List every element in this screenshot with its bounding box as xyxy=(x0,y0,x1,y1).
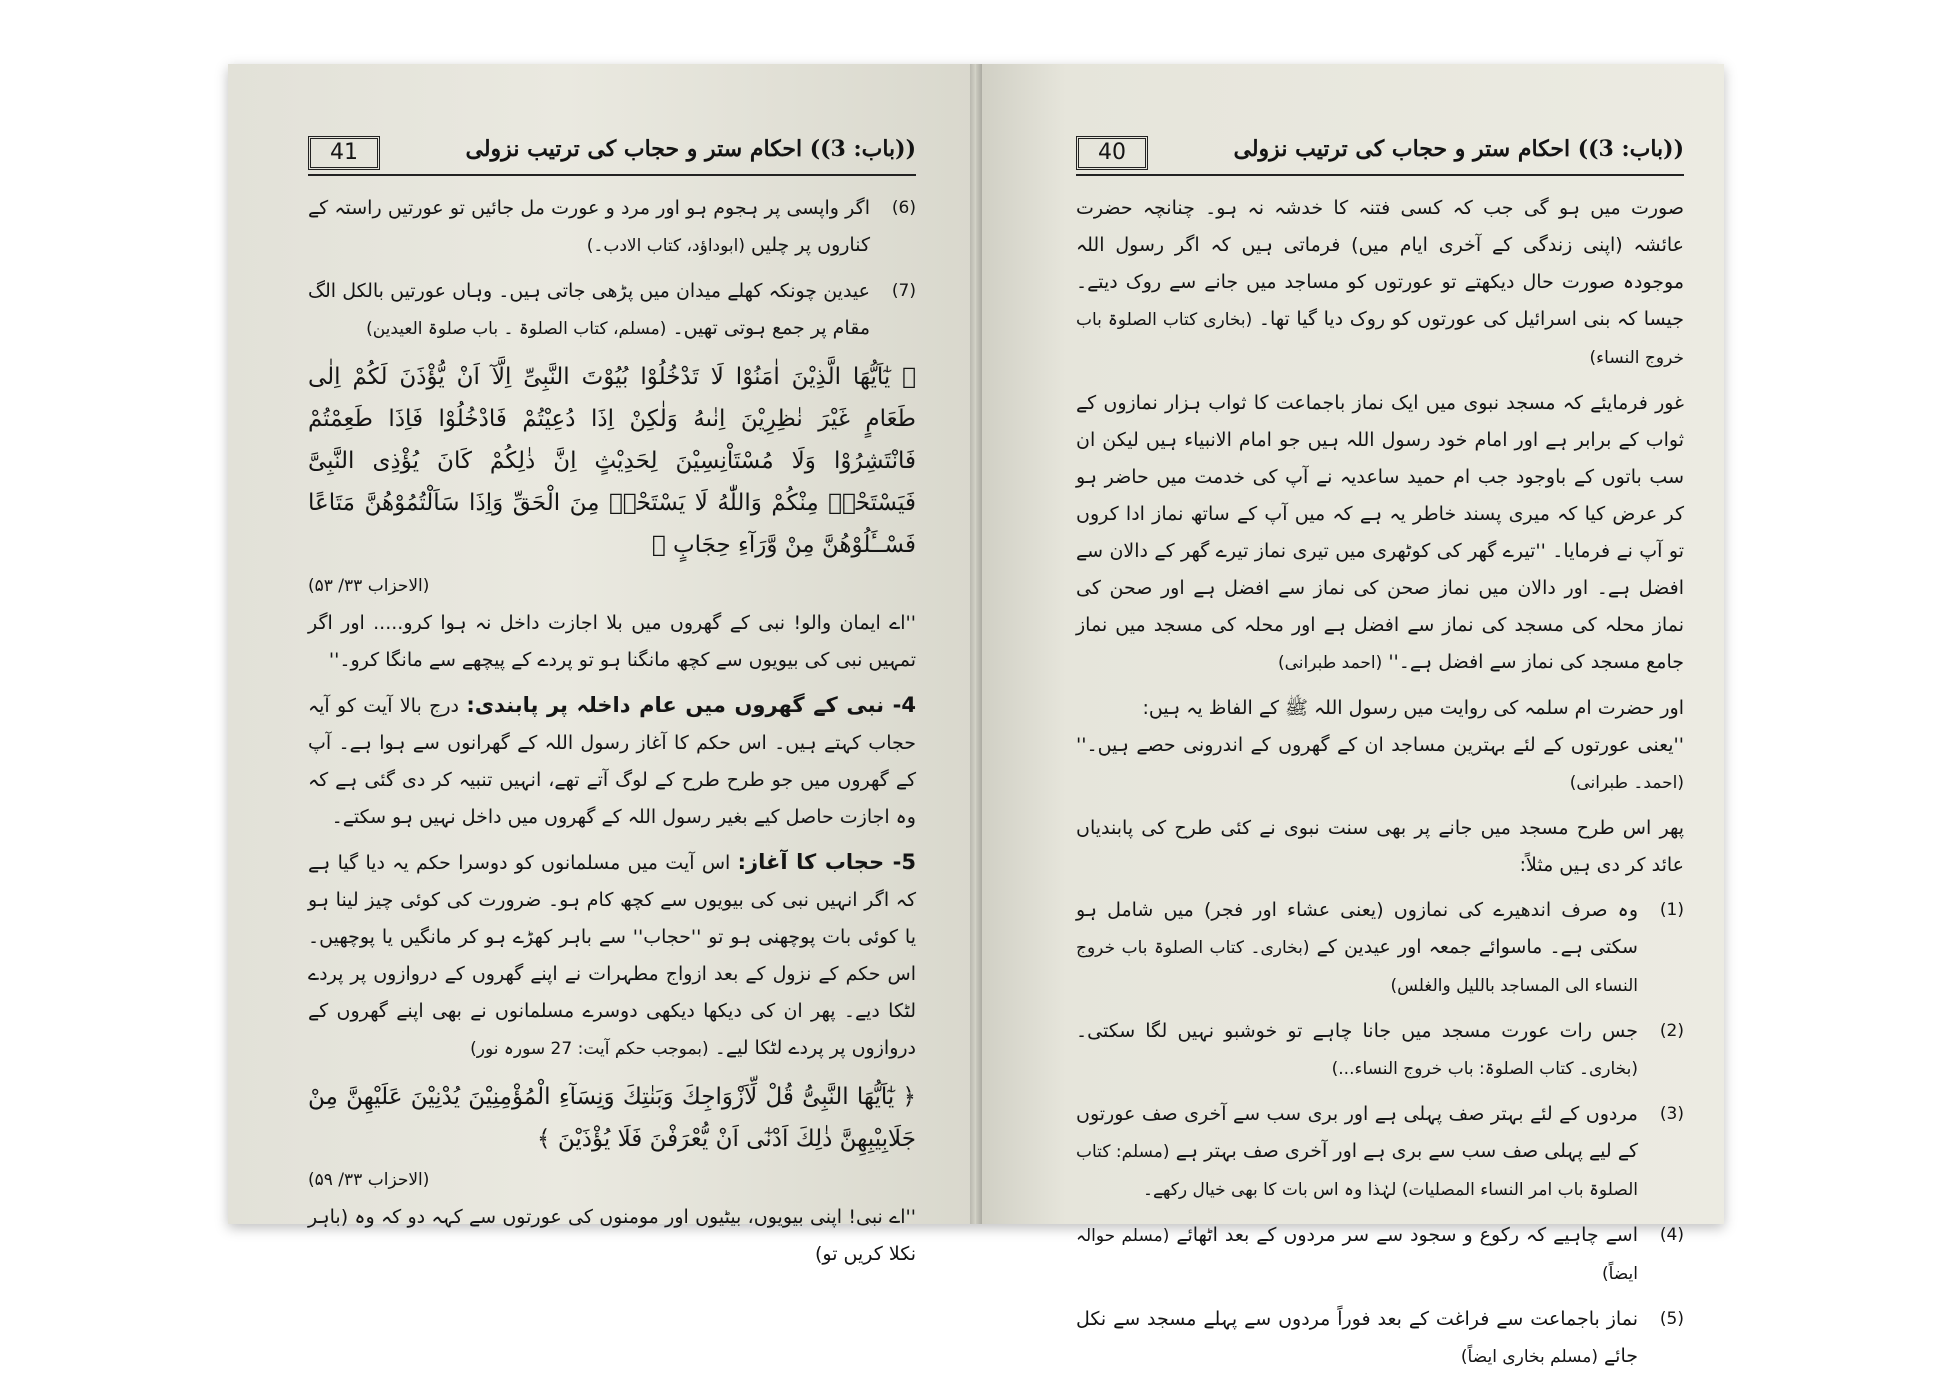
verse-reference: (الاحزاب ۳۳/ ۵۹) xyxy=(308,1170,430,1190)
item-number: (1) xyxy=(1659,900,1684,920)
list-item xyxy=(1076,1096,1684,1209)
list-item xyxy=(1076,892,1684,1005)
paragraph-text: غور فرمایئے کہ مسجد نبوی میں ایک نماز باجماعت کا ثواب ہزار نمازوں کے ثواب کے برابر ہے اور امام خود رسول اللہ ہیں جو امام الانبیاء ہیں لیکن ان سب باتوں کے باوجود جب ام حمید ساعدیہ نے آپ کی خدمت میں حاضر ہو کر عرض کیا کہ میری پسند خاطر یہ ہے کہ میں آپ کے ساتھ نماز ادا کروں تو آپ نے فرمایا۔ ''تیرے گھر کی کوٹھری میں تیری نماز تیرے گھر کے دالان سے افضل ہے۔ اور دالان میں نماز صحن کی نماز سے افضل ہے اور صحن کی نماز محلہ کی مسجد کی نماز سے افضل ہے اور محلہ کی مسجد میں نماز جامع مسجد کی نماز سے افضل ہے۔'' xyxy=(1076,392,1684,673)
quote-text: ''یعنی عورتوں کے لئے بہترین مساجد ان کے گھروں کے اندرونی حصے ہیں۔'' xyxy=(1076,734,1684,756)
paragraph-text: اور حضرت ام سلمہ کی روایت میں رسول اللہ ﷺ کے الفاظ یہ ہیں: xyxy=(1142,697,1684,719)
running-head: ((باب: 3)) احکام ستر و حجاب کی ترتیب نزولی xyxy=(465,136,916,162)
item-reference: (بخاری۔ کتاب الصلوۃ باب خروج النساء الی المساجد باللیل والغلس) xyxy=(1076,938,1638,996)
item-number: (2) xyxy=(1659,1021,1684,1041)
item-reference: (مسلم حوالہ ایضاً) xyxy=(1076,1226,1638,1284)
book-gutter xyxy=(970,64,982,1224)
item-reference: (مسلم بخاری ایضاً) xyxy=(1460,1347,1598,1367)
item-text: نماز باجماعت سے فراغت کے بعد فوراً مردوں سے پہلے مسجد سے نکل جائے xyxy=(1076,1308,1638,1367)
running-head: ((باب: 3)) احکام ستر و حجاب کی ترتیب نزولی xyxy=(1233,136,1684,162)
left-page xyxy=(228,64,976,1265)
section-heading: 4- نبی کے گھروں میں عام داخلہ پر پابندی: xyxy=(466,693,916,717)
verse-translation: ''اے ایمان والو! نبی کے گھروں میں بلا اجازت داخل نہ ہوا کرو..... اور اگر تمہیں نبی کی بیویوں سے کچھ مانگنا ہو تو پردے کے پیچھے سے مانگا کرو۔'' xyxy=(308,612,916,671)
quran-verse: ﴿ یٰٓاَیُّهَا الَّذِیْنَ اٰمَنُوْا لَا تَدْخُلُوْا بُیُوْتَ النَّبِیِّ اِلَّآ اَنْ یُّؤْذَنَ لَكُمْ اِلٰى طَعَامٍ غَیْرَ نٰظِرِیْنَ اِنٰىهُ وَلٰكِنْ اِذَا دُعِیْتُمْ فَادْخُلُوْا فَاِذَا طَعِمْتُمْ فَانْتَشِرُوْا وَلَا مُسْتَاْنِسِیْنَ لِحَدِیْثٍ اِنَّ ذٰلِكُمْ كَانَ یُؤْذِی النَّبِیَّ فَیَسْتَحْیٖ مِنْكُمْ وَاللّٰهُ لَا یَسْتَحْیٖ مِنَ الْحَقِّ وَاِذَا سَاَلْتُمُوْهُنَّ مَتَاعًا فَسْــَٔلُوْهُنَّ مِنْ وَّرَآءِ حِجَابٍ ﴾ xyxy=(308,364,916,558)
list-item xyxy=(1076,1013,1684,1088)
section-text: اس آیت میں مسلمانوں کو دوسرا حکم یہ دیا گیا ہے کہ اگر انہیں نبی کی بیویوں سے کچھ کام ہو۔ ضرورت کی کوئی چیز لینا ہو یا کوئی بات پوچھنی ہو تو ''حجاب'' سے باہر کھڑے ہو کر مانگیں یا پوچھیں۔ اس حکم کے نزول کے بعد ازواج مطہرات نے اپنے گھروں کے دروازوں پر پردے لٹکا دیے۔ پھر ان کی دیکھا دیکھی دوسرے مسلمانوں نے بھی اپنے گھروں کے دروازوں پر پردے لٹکا لیے۔ xyxy=(308,852,916,1059)
item-reference: (مسلم: کتاب الصلوۃ باب امر النساء المصلیات) لہٰذا وہ اس بات کا بھی خیال رکھے۔ xyxy=(1076,1142,1638,1200)
item-reference: (مسلم، کتاب الصلوۃ ۔ باب صلوۃ العیدین) xyxy=(366,319,667,339)
item-reference: (بخاری۔ کتاب الصلوۃ: باب خروج النساء...) xyxy=(1331,1059,1638,1079)
header-rule xyxy=(1076,174,1684,176)
item-text: عیدین چونکہ کھلے میدان میں پڑھی جاتی ہیں۔ وہاں عورتیں بالکل الگ مقام پر جمع ہوتی تھیں۔ xyxy=(308,280,870,339)
paragraph-text: صورت میں ہو گی جب کہ کسی فتنہ کا خدشہ نہ ہو۔ چنانچہ حضرت عائشہ (اپنی زندگی کے آخری ایام میں) فرماتی ہیں کہ اگر رسول اللہ موجودہ صورت حال دیکھتے تو عورتوں کو مساجد میں جانے سے روک دیتے۔ جیسا کہ بنی اسرائیل کی عورتوں کو روک دیا گیا تھا۔ xyxy=(1076,197,1684,330)
item-number: (6) xyxy=(891,198,916,218)
item-text: اسے چاہیے کہ رکوع و سجود سے سر مردوں کے بعد اٹھائے xyxy=(1176,1224,1638,1246)
left-page-body xyxy=(308,190,916,1281)
header-rule xyxy=(308,174,916,176)
list-item xyxy=(308,190,916,265)
list-item xyxy=(308,273,916,348)
section-4 xyxy=(308,687,916,836)
list-item xyxy=(1076,1217,1684,1293)
item-number: (3) xyxy=(1659,1104,1684,1124)
open-book xyxy=(228,64,1724,1367)
item-text: جس رات عورت مسجد میں جانا چاہے تو خوشبو نہیں لگا سکتی۔ xyxy=(1076,1020,1638,1042)
paragraph-reference: (احمد طبرانی) xyxy=(1277,653,1383,673)
verse-reference: (الاحزاب ۳۳/ ۵۳) xyxy=(308,576,430,596)
section-heading: 5- حجاب کا آغاز: xyxy=(737,850,917,874)
left-page-header xyxy=(308,136,916,172)
item-number: (5) xyxy=(1659,1309,1684,1329)
item-text: وہ صرف اندھیرے کی نمازوں (یعنی عشاء اور فجر) میں شامل ہو سکتی ہے۔ ماسوائے جمعہ اور عیدین کے xyxy=(1076,899,1638,958)
page-number-40: 40 xyxy=(1076,136,1148,170)
section-5 xyxy=(308,844,916,1068)
quran-verse: ﴿ یٰٓاَیُّهَا النَّبِیُّ قُلْ لِّاَزْوَاجِكَ وَبَنٰتِكَ وَنِسَآءِ الْمُؤْمِنِیْنَ یُدْنِیْنَ عَلَیْهِنَّ مِنْ جَلَابِیْبِهِنَّ ذٰلِكَ اَدْنٰٓى اَنْ یُّعْرَفْنَ فَلَا یُؤْذَیْنَ ﴾ xyxy=(308,1084,916,1152)
item-text: مردوں کے لئے بہتر صف پہلی ہے اور بری سب سے آخری صف عورتوں کے لیے پہلی صف سب سے بری ہے اور آخری صف بہتر ہے xyxy=(1076,1103,1639,1162)
section-reference: (بموجب حکم آیت: 27 سورہ نور) xyxy=(470,1039,709,1059)
item-reference: (ابوداؤد، کتاب الادب۔) xyxy=(586,236,745,256)
paragraph: پھر اس طرح مسجد میں جانے پر بھی سنت نبوی نے کئی طرح کی پابندیاں عائد کر دی ہیں مثلاً: xyxy=(1076,817,1684,876)
verse-translation: ''اے نبی! اپنی بیویوں، بیٹیوں اور مومنوں کی عورتوں سے کہہ دو کہ وہ (باہر نکلا کریں تو) xyxy=(308,1206,916,1265)
item-text: اگر واپسی پر ہجوم ہو اور مرد و عورت مل جائیں تو عورتیں راستہ کے کناروں پر چلیں xyxy=(308,197,870,256)
paragraph-reference: (بخاری کتاب الصلوۃ باب خروج النساء) xyxy=(1076,310,1684,368)
paragraph xyxy=(1076,385,1684,682)
quote-reference: (احمد۔ طبرانی) xyxy=(1569,773,1684,793)
section-text: درج بالا آیت کو آیہ حجاب کہتے ہیں۔ اس حکم کا آغاز رسول اللہ کے گھرانوں سے ہوا ہے۔ آپ کے گھروں میں جو طرح طرح کے لوگ آتے تھے، انہیں تنبیہ کر دی گئی ہے کہ وہ اجازت حاصل کیے بغیر رسول اللہ کے گھروں میں داخل نہیں ہو سکتے۔ xyxy=(308,695,916,828)
item-number: (4) xyxy=(1659,1225,1684,1245)
item-number: (7) xyxy=(891,281,916,301)
list-item xyxy=(1076,1301,1684,1376)
page-number-41: 41 xyxy=(308,136,380,170)
paragraph xyxy=(1076,690,1684,802)
paragraph xyxy=(1076,190,1684,377)
right-page xyxy=(976,64,1724,1367)
right-page-body xyxy=(1076,190,1684,1384)
right-page-header xyxy=(1076,136,1684,172)
